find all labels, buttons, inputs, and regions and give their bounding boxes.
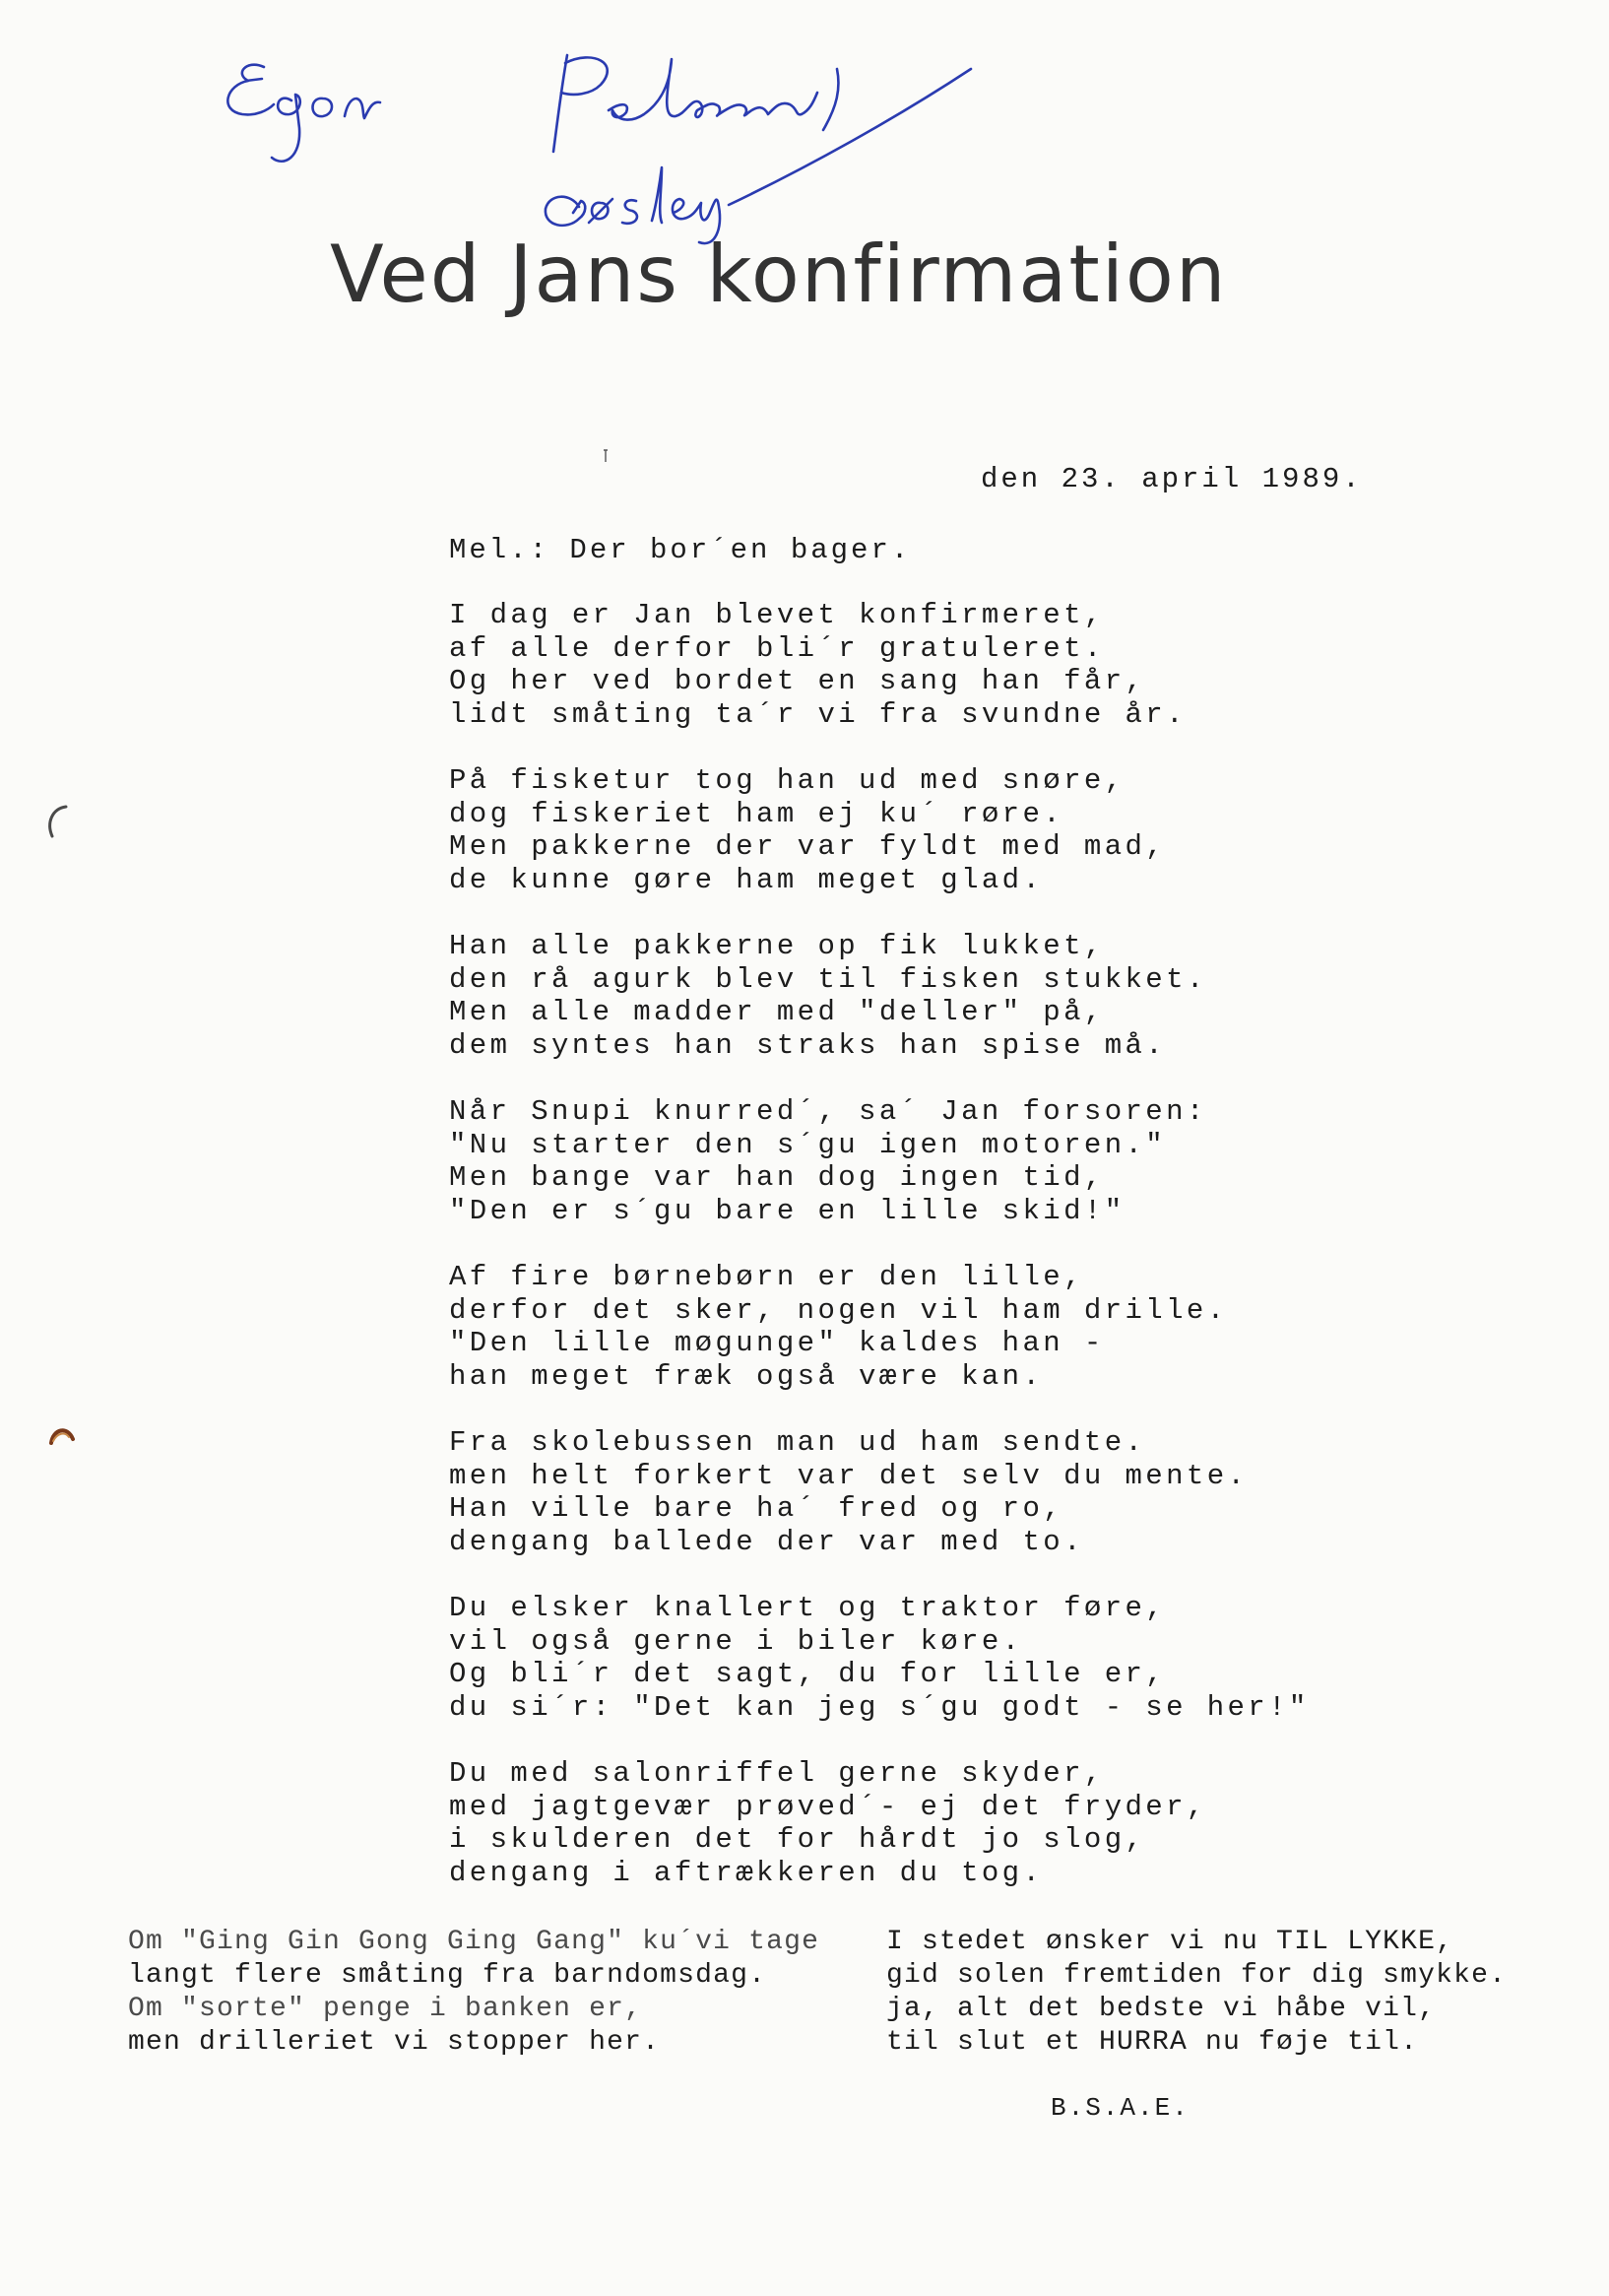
verse <box>449 1261 1310 1393</box>
song-verses <box>449 599 1310 1923</box>
document-title: Ved Jans konfirmation <box>330 229 1228 320</box>
punch-hole-icon <box>47 1421 77 1461</box>
verse <box>449 1592 1310 1724</box>
verse-line: Fra skolebussen man ud ham sendte. <box>449 1426 1146 1459</box>
verse-line: "Den er s´gu bare en lille skid!" <box>449 1194 1126 1227</box>
verse-line: På fisketur tog han ud med snøre, <box>449 764 1126 797</box>
author-initials: B.S.A.E. <box>1051 2093 1190 2123</box>
verse-line: Men bange var han dog ingen tid, <box>449 1161 1105 1194</box>
verse-line: Du med salonriffel gerne skyder, <box>449 1757 1105 1790</box>
verse-line: dengang i aftrækkeren du tog. <box>449 1856 1044 1889</box>
verse-line: men drilleriet vi stopper her. <box>128 2027 661 2058</box>
final-verse-right <box>886 1926 1507 2060</box>
verse-line: gid solen fremtiden for dig smykke. <box>886 1960 1508 1991</box>
punch-hole-icon <box>44 803 74 842</box>
date-line: den 23. april 1989. <box>981 463 1363 495</box>
verse-line: Og her ved bordet en sang han får, <box>449 665 1146 697</box>
verse-line: Og bli´r det sagt, du for lille er, <box>449 1658 1167 1690</box>
verse-line: Af fire børnebørn er den lille, <box>449 1261 1084 1293</box>
verse-line: Du elsker knallert og traktor føre, <box>449 1592 1167 1624</box>
verse-line: I dag er Jan blevet konfirmeret, <box>449 599 1105 631</box>
verse-line: i skulderen det for hårdt jo slog, <box>449 1823 1146 1856</box>
verse-line: derfor det sker, nogen vil ham drille. <box>449 1293 1228 1327</box>
verse-line: dem syntes han straks han spise må. <box>449 1028 1167 1062</box>
verse-line: Når Snupi knurred´, sa´ Jan forsoren: <box>449 1095 1207 1128</box>
verse-line: de kunne gøre ham meget glad. <box>449 863 1044 896</box>
verse-line: Om "sorte" penge i banken er, <box>128 1994 643 2024</box>
verse <box>449 764 1310 896</box>
verse-line: af alle derfor bli´r gratuleret. <box>449 631 1105 665</box>
ink-speck-icon <box>601 448 611 464</box>
verse-line: "Den lille møgunge" kaldes han - <box>449 1327 1105 1359</box>
verse-line: Han ville bare ha´ fred og ro, <box>449 1492 1064 1525</box>
verse-line: ja, alt det bedste vi håbe vil, <box>886 1994 1437 2024</box>
handwritten-signature-image <box>207 20 1054 246</box>
verse-line: han meget fræk også være kan. <box>449 1359 1044 1393</box>
verse-line: Men alle madder med "deller" på, <box>449 996 1105 1028</box>
melody-line: Mel.: Der bor´en bager. <box>449 534 912 566</box>
verse-line: til slut et HURRA nu føje til. <box>886 2027 1419 2058</box>
verse <box>449 599 1310 731</box>
verse-line: Han alle pakkerne op fik lukket, <box>449 930 1105 962</box>
verse-line: vil også gerne i biler køre. <box>449 1624 1023 1658</box>
verse <box>449 930 1310 1062</box>
verse-line: "Nu starter den s´gu igen motoren." <box>449 1128 1167 1161</box>
verse-line: dengang ballede der var med to. <box>449 1525 1084 1558</box>
verse-line: dog fiskeriet ham ej ku´ røre. <box>449 797 1064 830</box>
verse-line: den rå agurk blev til fisken stukket. <box>449 962 1207 996</box>
verse-line: med jagtgevær prøved´- ej det fryder, <box>449 1790 1207 1823</box>
verse-line: lidt småting ta´r vi fra svundne år. <box>449 697 1187 731</box>
verse-line: I stedet ønsker vi nu TIL LYKKE, <box>886 1927 1454 1957</box>
final-verse-left <box>128 1926 819 2060</box>
verse <box>449 1757 1310 1889</box>
verse-line: Om "Ging Gin Gong Ging Gang" ku´vi tage <box>128 1927 820 1957</box>
verse <box>449 1426 1310 1558</box>
verse <box>449 1095 1310 1227</box>
verse-line: men helt forkert var det selv du mente. <box>449 1459 1249 1492</box>
verse-line: Men pakkerne der var fyldt med mad, <box>449 830 1167 863</box>
verse-line: langt flere småting fra barndomsdag. <box>128 1960 767 1991</box>
verse-line: du si´r: "Det kan jeg s´gu godt - se her!" <box>449 1690 1310 1724</box>
